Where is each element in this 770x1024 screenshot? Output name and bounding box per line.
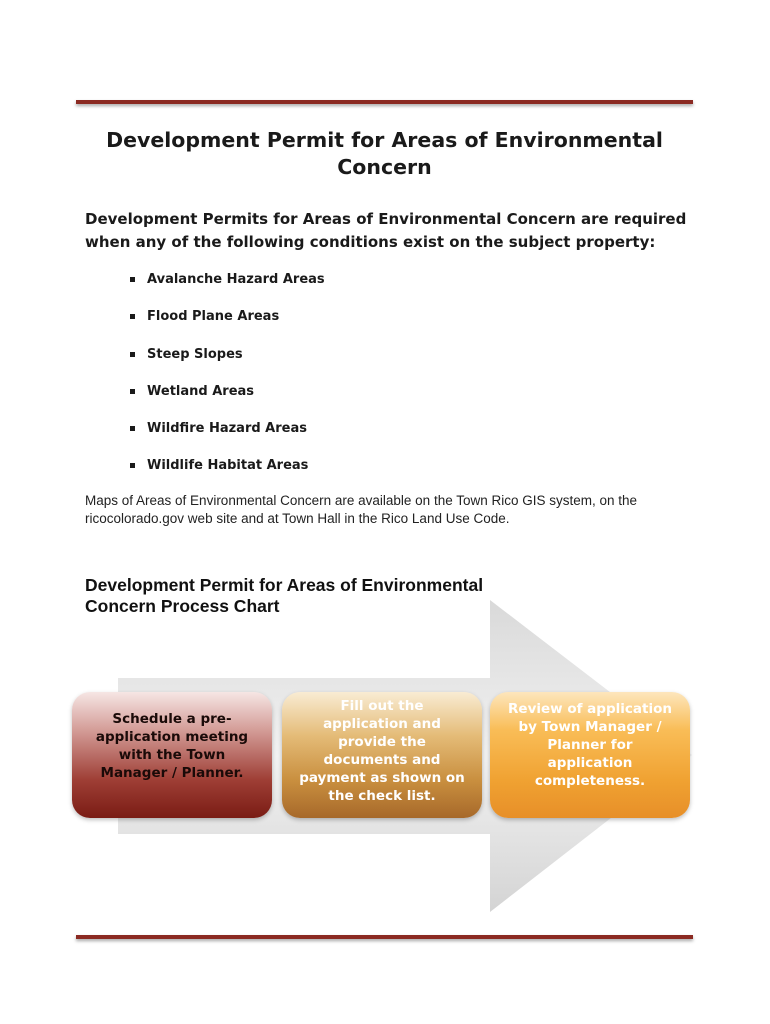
- maps-note: Maps of Areas of Environmental Concern are available on the Town Rico GIS system, on the ricocolorado.gov web site and at Town Hall in the Rico Land Use Code.: [85, 493, 638, 526]
- condition-label: Wetland Areas: [147, 383, 255, 399]
- condition-label: Avalanche Hazard Areas: [147, 272, 325, 287]
- process-step-2: [282, 692, 482, 818]
- process-step-label: Fill out the application and provide the documents and payment as shown on the check list.: [299, 698, 465, 804]
- process-step-3: [490, 692, 690, 818]
- bottom-divider: [76, 935, 693, 939]
- condition-label: Wildlife Habitat Areas: [147, 458, 309, 474]
- condition-label: Flood Plane Areas: [147, 309, 280, 325]
- process-step-label: Review of application by Town Manager / Planner for application completeness.: [508, 701, 672, 789]
- intro-text: Development Permits for Areas of Environmental Concern are required when any of the following conditions exist on the subject property:: [85, 210, 687, 251]
- process-step-label: Schedule a pre-application meeting with the Town Manager / Planner.: [95, 711, 249, 781]
- page-title: Development Permit for Areas of Environmental Concern: [106, 128, 663, 179]
- process-step-1: [72, 692, 272, 818]
- condition-label: Wildfire Hazard Areas: [147, 421, 307, 437]
- process-chart-title: Development Permit for Areas of Environmental Concern Process Chart: [85, 575, 484, 616]
- condition-label: Steep Slopes: [147, 346, 243, 362]
